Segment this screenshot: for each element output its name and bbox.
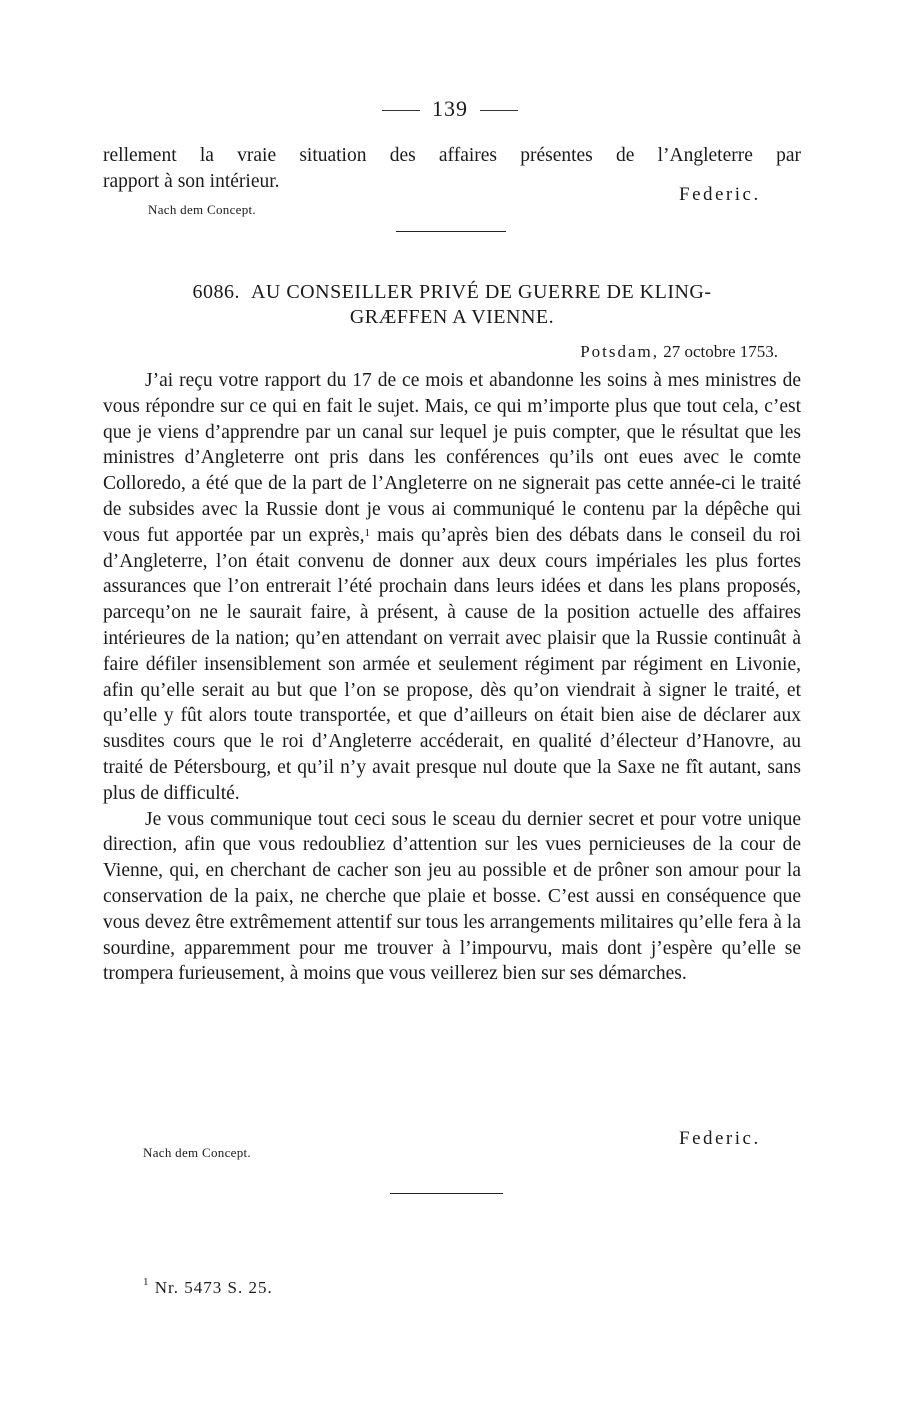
header-dash-right	[480, 110, 518, 111]
separator-rule-1	[396, 231, 506, 232]
header-dash-left	[382, 110, 420, 111]
footnote	[143, 1278, 273, 1298]
letter-paragraph-1-continuation: mais qu’après bien des débats dans le conseil du roi d’Angleterre, l’on était convenu de donner aux deux cours impériales les plus fortes assurances que l’on entrerait l’été prochain dans leurs idées et dans les plans proposés, parcequ’on ne le saurait faire, à présent, à cause de la position actuelle des affaires intérieures de la nation; qu’en attendant on verrait avec plaisir que la Russie continuât à faire défiler insensiblement son armée et seulement régiment par régiment en Livonie, afin qu’elle serait au but que l’on se propose, dès qu’on viendrait à signer le traité, et qu’elle y fût alors toute transportée, et que d’ailleurs on était bien aise de déclarer aux susdites cours que le roi d’Angleterre accéderait, en qualité d’électeur d’Hanovre, au traité de Pétersbourg, et qu’il n’y avait presque nul doute que la Saxe ne fît autant, sans plus de difficulté.	[103, 524, 802, 804]
footnote-marker: 1	[143, 1276, 150, 1288]
previous-letter-line-2: rapport à son intérieur.	[103, 170, 280, 192]
previous-letter-signature: Federic.	[679, 184, 761, 205]
letter-paragraph-1-text: J’ai reçu votre rapport du 17 de ce mois et abandonne les soins à mes ministres de vous répondre sur ce qui en fait le sujet. Mais, ce qui m’importe plus que tout cela, c’est que je viens d’apprendre par un canal sur lequel je puis compter, que le résultat que les ministres d’Angleterre ont pris dans les conférences qu’ils ont eues avec le comte Colloredo, a été que de la part de l’Angleterre on ne signerait pas cette année-ci le traité de subsides avec la Russie dont je vous ai communiqué le contenu par la dépêche qui vous fut apportée par un exprès,	[103, 370, 801, 546]
letter-date: 27 octobre 1753.	[663, 342, 778, 361]
letter-signature: Federic.	[679, 1128, 761, 1149]
letter-dateline	[580, 342, 778, 362]
letter-heading-line-1	[103, 280, 801, 305]
footnote-text: Nr. 5473 S. 25.	[154, 1278, 273, 1297]
page-header	[0, 96, 900, 122]
previous-letter-source-note: Nach dem Concept.	[148, 202, 256, 217]
letter-heading-line-2: GRÆFFEN A VIENNE.	[349, 306, 555, 328]
footnote-reference: 1	[364, 526, 371, 539]
letter-paragraph-1	[103, 368, 801, 807]
letter-recipient-line-1: AU CONSEILLER PRIVÉ DE GUERRE DE KLING-	[250, 281, 712, 303]
letter-heading	[103, 280, 801, 330]
letter-place: Potsdam,	[580, 342, 660, 361]
page-number: 139	[432, 96, 468, 121]
letter-paragraph-2: Je vous communique tout ceci sous le sceau du dernier secret et pour votre unique direction, afin que vous redoubliez d’attention sur les vues pernicieuses de la cour de Vienne, qui, en cherchant de cacher son jeu au possible et de prôner son amour pour la conservation de la paix, ne cherche que plaie et bosse. C’est aussi en conséquence que vous devez être extrêmement attentif sur tous les arrangements militaires qu’elle fera à la sourdine, apparemment pour me trouver à l’impourvu, mais dont j’espère qu’elle se trompera furieusement, à moins que vous veillerez bien sur ses démarches.	[103, 808, 801, 985]
letter-source-note: Nach dem Concept.	[143, 1145, 251, 1160]
letter-body	[103, 368, 801, 987]
separator-rule-2	[390, 1193, 503, 1194]
previous-letter-line-1: rellement la vraie situation des affaires présentes de l’Angleterre par	[103, 145, 801, 166]
letter-number: 6086.	[192, 281, 240, 303]
